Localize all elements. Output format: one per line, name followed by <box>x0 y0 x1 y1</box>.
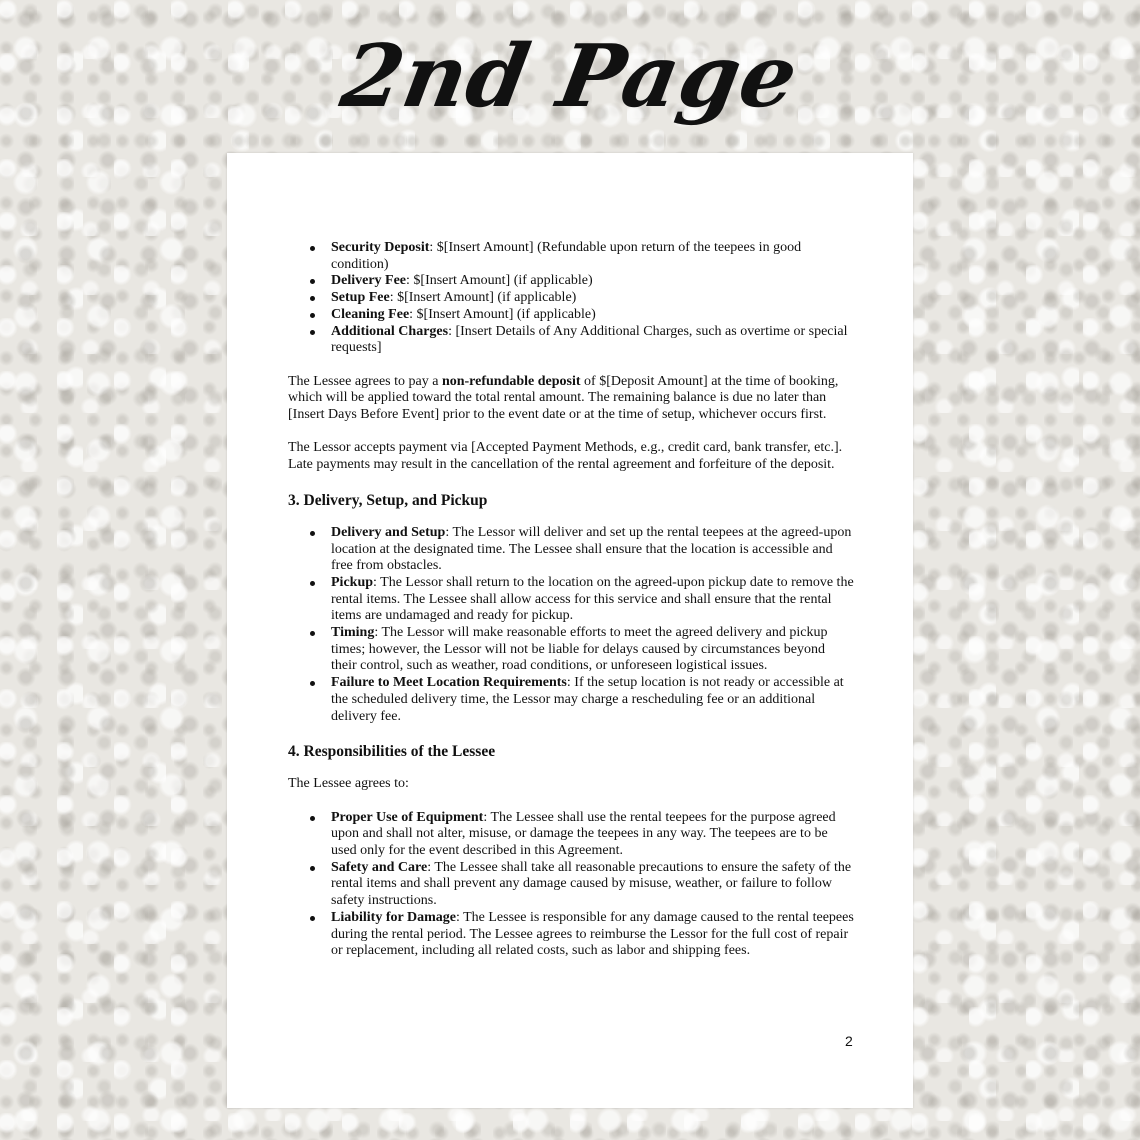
list-item-text: : $[Insert Amount] (Refundable upon return of the teepees in good condition) <box>331 240 802 272</box>
list-item-term: Timing <box>331 625 375 641</box>
document-page <box>227 153 913 1108</box>
document-content <box>288 240 854 960</box>
list-item-term: Cleaning Fee <box>331 306 410 322</box>
list-item-term: Setup Fee <box>331 290 390 306</box>
list-item-term: Failure to Meet Location Requirements <box>331 675 567 691</box>
list-item <box>331 273 854 290</box>
list-item-term: Safety and Care <box>331 859 428 875</box>
list-item-text: : The Lessee is responsible for any damage caused to the rental teepees during the rental period. The Lessee agrees to reimburse the Lessor for the full cost of repair or replacement, including all related costs, such as labor and shipping fees. <box>331 909 854 959</box>
list-item <box>331 675 854 725</box>
list-item-text: : If the setup location is not ready or accessible at the scheduled delivery time, the Lessor may charge a rescheduling fee or an additional delivery fee. <box>331 675 844 724</box>
list-item <box>331 625 854 675</box>
list-item-text: : The Lessee shall use the rental teepees for the purpose agreed upon and shall not alter, misuse, or damage the teepees in any way. The teepees are to be used only for the event described in this Agreement. <box>331 809 836 859</box>
section-4-intro: The Lessee agrees to: <box>288 776 409 792</box>
list-item-text: : [Insert Details of Any Additional Charges, such as overtime or special requests] <box>331 323 848 356</box>
payment-paragraph: The Lessor accepts payment via [Accepted Payment Methods, e.g., credit card, bank transfer, etc.]. Late payments may result in the cancellation of the rental agreement and forfeiture of the deposit. <box>288 440 843 473</box>
list-item-term: Additional Charges <box>331 323 449 339</box>
list-item <box>331 910 854 960</box>
list-item <box>331 240 854 273</box>
section-3-heading: 3. Delivery, Setup, and Pickup <box>288 491 488 509</box>
list-item-text: : $[Insert Amount] (if applicable) <box>389 290 577 306</box>
section-4-list <box>288 810 854 960</box>
deposit-text-bold: non-refundable deposit <box>441 373 581 389</box>
list-item <box>331 810 854 860</box>
banner-title: 2nd Page <box>334 26 806 127</box>
list-item-term: Security Deposit <box>331 240 430 255</box>
list-item <box>331 860 854 910</box>
deposit-text-before: The Lessee agrees to pay a <box>288 373 442 389</box>
list-item-text: : The Lessor shall return to the location on the agreed-upon pickup date to remove the rental items. The Lessee shall allow access for this service and shall ensure that the rental items are undamaged and ready for pickup. <box>331 574 854 624</box>
list-item-text: : The Lessor will deliver and set up the rental teepees at the agreed-upon location at the designated time. The Lessee shall ensure that the location is accessible and free from obstacles. <box>331 524 852 574</box>
list-item-term: Proper Use of Equipment <box>331 809 484 825</box>
deposit-paragraph <box>288 374 854 424</box>
list-item-term: Liability for Damage <box>331 909 456 925</box>
list-item-term: Delivery and Setup <box>331 524 446 540</box>
fees-list <box>288 240 854 357</box>
deposit-text-after: of $[Deposit Amount] at the time of booking, which will be applied toward the total rental amount. The remaining balance is due no later than [Insert Days Before Event] prior to the event date or at the time of setup, whichever occurs first. <box>288 373 839 423</box>
list-item-term: Delivery Fee <box>331 273 407 289</box>
list-item <box>331 575 854 625</box>
list-item-text: : The Lessor will make reasonable efforts to meet the agreed delivery and pickup times; however, the Lessor will not be liable for delays caused by circumstances beyond their control, such as weather, road conditions, or unforeseen logistical issues. <box>331 625 828 674</box>
list-item-text: : $[Insert Amount] (if applicable) <box>409 306 596 322</box>
list-item <box>331 307 854 324</box>
list-item-text: : $[Insert Amount] (if applicable) <box>406 273 593 289</box>
list-item <box>331 324 854 357</box>
section-4-heading: 4. Responsibilities of the Lessee <box>288 743 496 761</box>
list-item-term: Pickup <box>331 574 374 590</box>
section-3-list <box>288 525 854 725</box>
list-item-text: : The Lessee shall take all reasonable precautions to ensure the safety of the rental items and shall prevent any damage caused by misuse, weather, or failure to follow safety instructions. <box>331 859 852 909</box>
list-item <box>331 290 854 307</box>
page-number: 2 <box>845 1033 853 1049</box>
list-item <box>331 525 854 575</box>
